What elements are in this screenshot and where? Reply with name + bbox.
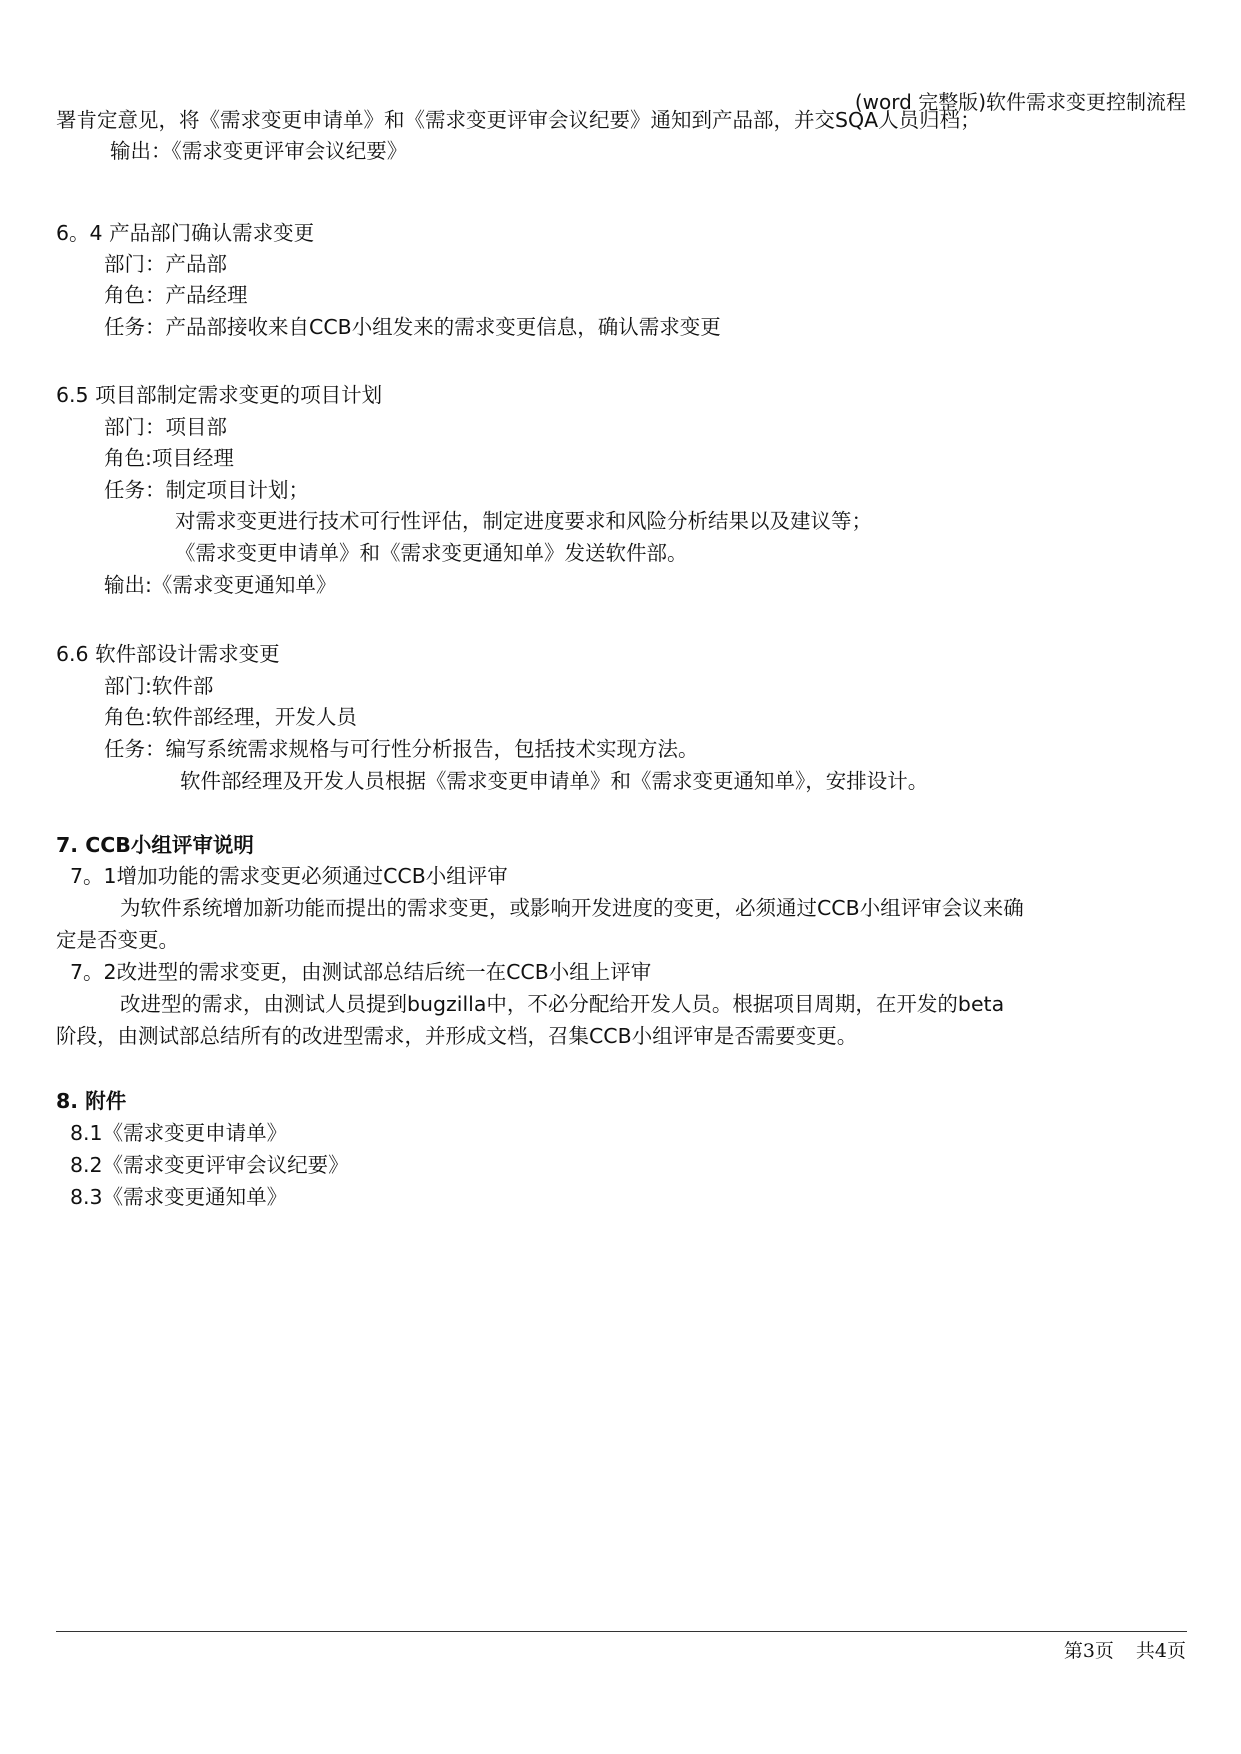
subsection-heading-7-1: 7。1增加功能的需求变更必须通过CCB小组评审 bbox=[70, 864, 508, 888]
task-line: 任务：编写系统需求规格与可行性分析报告，包括技术实现方法。 bbox=[104, 737, 699, 761]
page-number: 第3页 bbox=[1063, 1640, 1114, 1662]
page-total: 共4页 bbox=[1135, 1640, 1186, 1662]
body-line: 署肯定意见，将《需求变更申请单》和《需求变更评审会议纪要》通知到产品部，并交SQA人员归档； bbox=[56, 108, 981, 132]
task-detail-line: 对需求变更进行技术可行性评估，制定进度要求和风险分析结果以及建议等； bbox=[175, 509, 872, 533]
role-line: 角色:软件部经理，开发人员 bbox=[104, 705, 357, 729]
section-heading-8: 8. 附件 bbox=[56, 1089, 127, 1113]
attachment-item: 8.1《需求变更申请单》 bbox=[70, 1121, 288, 1145]
attachment-item: 8.3《需求变更通知单》 bbox=[70, 1185, 288, 1209]
dept-line: 部门：产品部 bbox=[104, 252, 227, 276]
body-line: 改进型的需求，由测试人员提到bugzilla中，不必分配给开发人员。根据项目周期，在开发的beta bbox=[120, 992, 1005, 1016]
section-heading-7: 7. CCB小组评审说明 bbox=[56, 833, 254, 857]
dept-line: 部门：项目部 bbox=[104, 415, 227, 439]
subsection-heading-7-2: 7。2改进型的需求变更，由测试部总结后统一在CCB小组上评审 bbox=[70, 960, 652, 984]
task-line: 任务：产品部接收来自CCB小组发来的需求变更信息，确认需求变更 bbox=[104, 315, 721, 339]
body-line: 为软件系统增加新功能而提出的需求变更，或影响开发进度的变更，必须通过CCB小组评审会议来确 bbox=[120, 896, 1024, 920]
section-heading-6-4: 6。4 产品部门确认需求变更 bbox=[56, 221, 315, 245]
task-detail-line: 软件部经理及开发人员根据《需求变更申请单》和《需求变更通知单》，安排设计。 bbox=[180, 769, 929, 793]
page-footer bbox=[1042, 1636, 1186, 1663]
dept-line: 部门:软件部 bbox=[104, 674, 214, 698]
task-detail-line: 《需求变更申请单》和《需求变更通知单》发送软件部。 bbox=[175, 541, 688, 565]
footer-divider bbox=[56, 1631, 1187, 1632]
output-line: 输出:《需求变更通知单》 bbox=[104, 573, 337, 597]
section-heading-6-5: 6.5 项目部制定需求变更的项目计划 bbox=[56, 383, 383, 407]
body-line: 定是否变更。 bbox=[56, 928, 179, 952]
running-header: (word 完整版)软件需求变更控制流程 bbox=[854, 90, 1186, 114]
task-line: 任务：制定项目计划； bbox=[104, 478, 309, 502]
section-heading-6-6: 6.6 软件部设计需求变更 bbox=[56, 642, 280, 666]
body-line: 阶段，由测试部总结所有的改进型需求，并形成文档，召集CCB小组评审是否需要变更。 bbox=[56, 1024, 858, 1048]
attachment-item: 8.2《需求变更评审会议纪要》 bbox=[70, 1153, 349, 1177]
role-line: 角色：产品经理 bbox=[104, 283, 248, 307]
role-line: 角色:项目经理 bbox=[104, 446, 234, 470]
output-line: 输出：《需求变更评审会议纪要》 bbox=[110, 139, 408, 163]
